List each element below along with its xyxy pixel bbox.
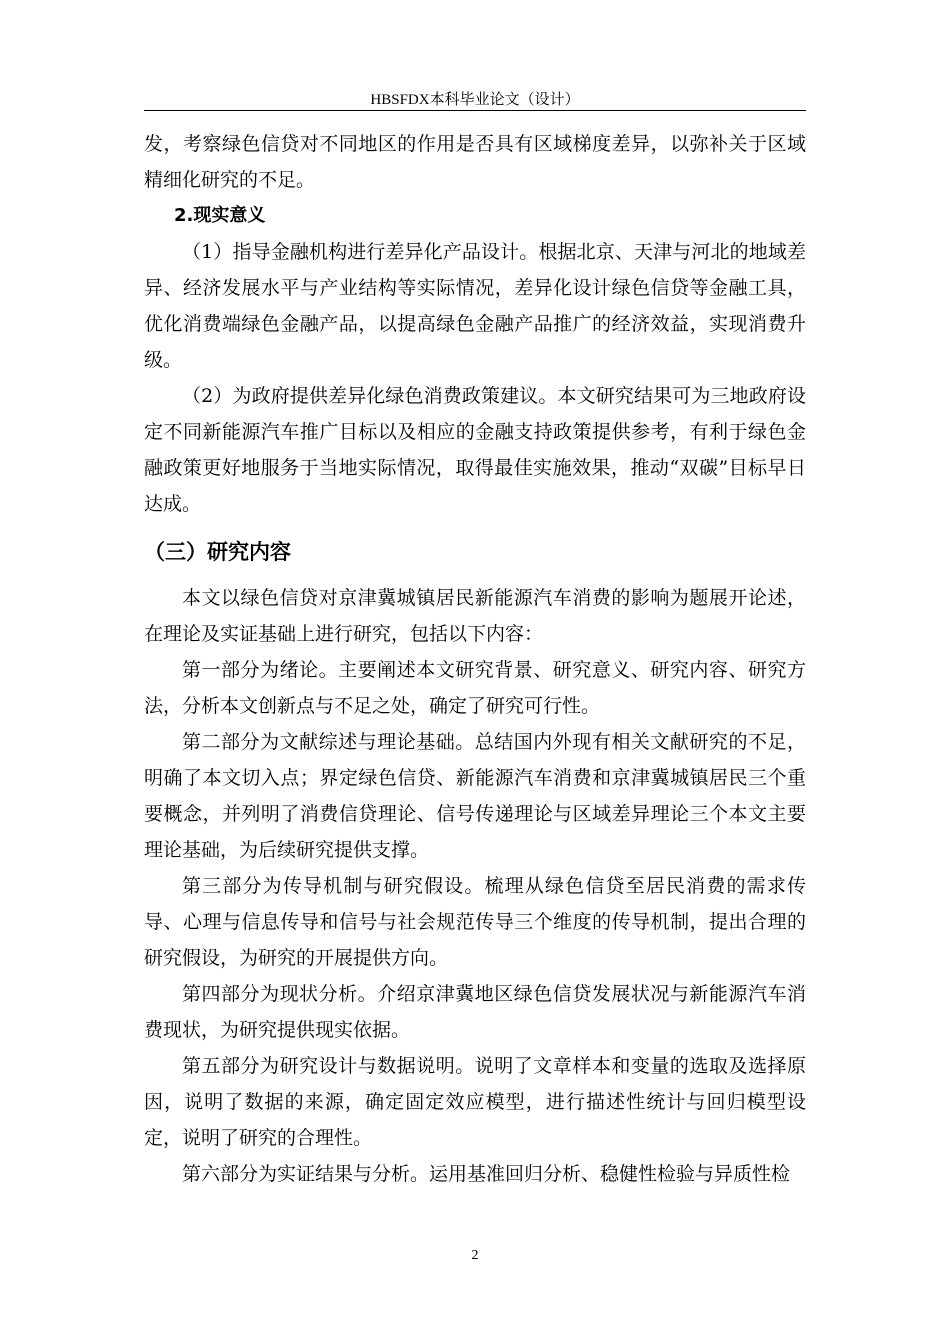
paragraph-practical-1: （1）指导金融机构进行差异化产品设计。根据北京、天津与河北的地域差异、经济发展水平与产业结构等实际情况，差异化设计绿色信贷等金融工具，优化消费端绿色金融产品，以提高绿色金融产品推广的经济效益，实现消费升级。: [144, 241, 806, 371]
paragraph-research-intro: 本文以绿色信贷对京津冀城镇居民新能源汽车消费的影响为题展开论述，在理论及实证基础上进行研究，包括以下内容：: [144, 587, 806, 645]
paragraph-part-5: 第五部分为研究设计与数据说明。说明了文章样本和变量的选取及选择原因，说明了数据的来源，确定固定效应模型，进行描述性统计与回归模型设定，说明了研究的合理性。: [144, 1055, 806, 1149]
paragraph-practical-2: （2）为政府提供差异化绿色消费政策建议。本文研究结果可为三地政府设定不同新能源汽车推广目标以及相应的金融支持政策提供参考，有利于绿色金融政策更好地服务于当地实际情况，取得最佳实施效果，推动“双碳”目标早日达成。: [144, 385, 806, 515]
paragraph-part-2: 第二部分为文献综述与理论基础。总结国内外现有相关文献研究的不足，明确了本文切入点；界定绿色信贷、新能源汽车消费和京津冀城镇居民三个重要概念，并列明了消费信贷理论、信号传递理论与区域差异理论三个本文主要理论基础，为后续研究提供支撑。: [144, 731, 806, 861]
paragraph-continuation: 发，考察绿色信贷对不同地区的作用是否具有区域梯度差异，以弥补关于区域精细化研究的不足。: [144, 133, 806, 191]
document-body: [144, 126, 806, 1192]
paragraph-part-1: 第一部分为绪论。主要阐述本文研究背景、研究意义、研究内容、研究方法，分析本文创新点与不足之处，确定了研究可行性。: [144, 659, 806, 717]
section-title-research-content: （三）研究内容: [144, 540, 291, 564]
paragraph-part-6: 第六部分为实证结果与分析。运用基准回归分析、稳健性检验与异质性检: [182, 1163, 791, 1185]
header-divider: [144, 110, 806, 111]
subheading-practical-significance: 2.现实意义: [174, 205, 266, 226]
paragraph-part-3: 第三部分为传导机制与研究假设。梳理从绿色信贷至居民消费的需求传导、心理与信息传导和信号与社会规范传导三个维度的传导机制，提出合理的研究假设，为研究的开展提供方向。: [144, 875, 806, 969]
page-header: HBSFDX本科毕业论文（设计）: [370, 92, 580, 108]
page-number: 2: [471, 1248, 479, 1263]
paragraph-part-4: 第四部分为现状分析。介绍京津冀地区绿色信贷发展状况与新能源汽车消费现状，为研究提供现实依据。: [144, 983, 806, 1041]
